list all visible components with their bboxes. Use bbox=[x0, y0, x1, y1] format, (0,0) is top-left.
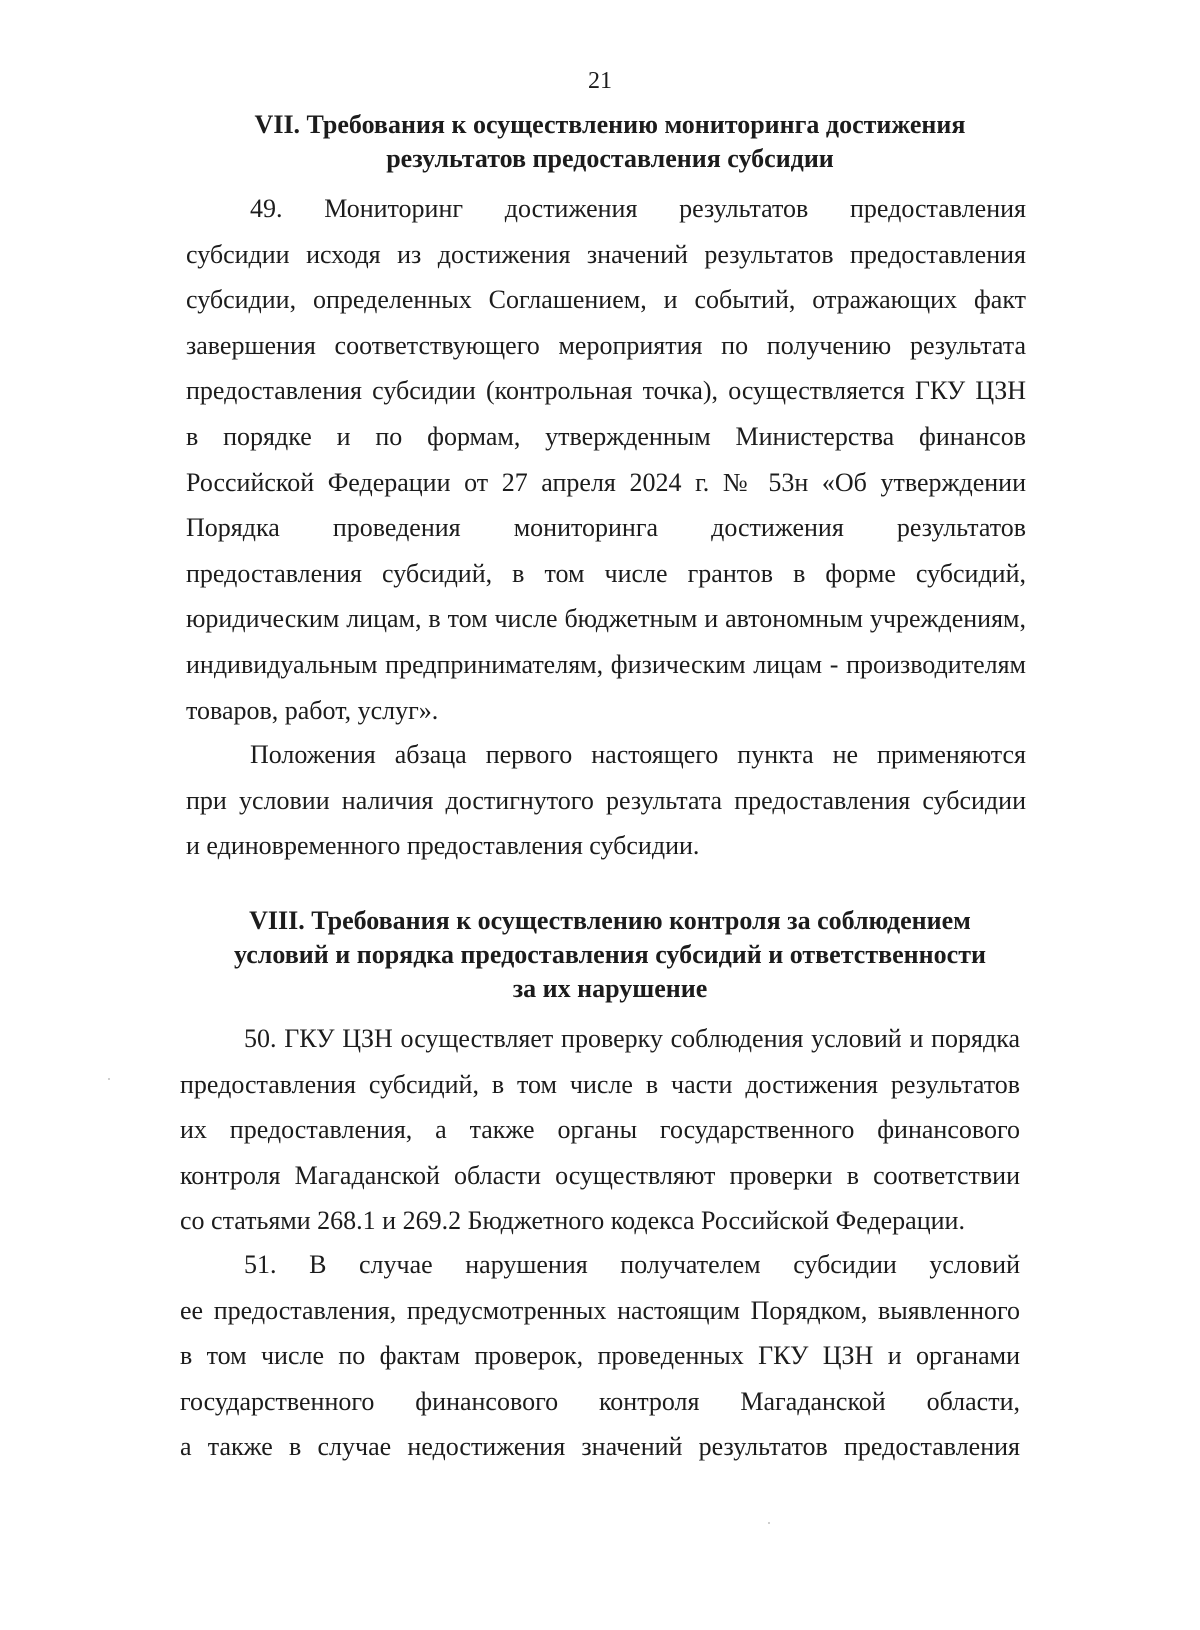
text-line: 50. ГКУ ЦЗН осуществляет проверку соблюдения условий и порядка bbox=[244, 1024, 1020, 1053]
text-line: 51. В случае нарушения получателем субсидии условий bbox=[244, 1250, 1020, 1279]
scan-speck bbox=[108, 1078, 110, 1080]
text-line: предоставления субсидий, в том числе грантов в форме субсидий, bbox=[186, 558, 1026, 588]
text-line: и единовременного предоставления субсидии. bbox=[186, 831, 700, 861]
paragraph-49 bbox=[186, 186, 1026, 733]
text-line: индивидуальным предпринимателям, физическим лицам - производителям bbox=[186, 649, 1026, 679]
text-line: товаров, работ, услуг». bbox=[186, 695, 439, 725]
text-line: Российской Федерации от 27 апреля 2024 г. № 53н «Об утверждении bbox=[186, 467, 1026, 497]
text-line: Положения абзаца первого настоящего пункта не применяются bbox=[250, 740, 1026, 769]
text-line: государственного финансового контроля Магаданской области, bbox=[180, 1386, 1020, 1416]
heading-line: за их нарушение bbox=[512, 974, 708, 1003]
text-line: контроля Магаданской области осуществляют проверки в соответствии bbox=[180, 1160, 1020, 1190]
text-line: при условии наличия достигнутого результата предоставления субсидии bbox=[186, 785, 1026, 815]
text-line: 49. Мониторинг достижения результатов предоставления bbox=[250, 194, 1026, 223]
text-line: предоставления субсидии (контрольная точка), осуществляется ГКУ ЦЗН bbox=[186, 376, 1026, 406]
text-line: в порядке и по формам, утвержденным Министерства финансов bbox=[186, 421, 1026, 451]
heading-line: условий и порядка предоставления субсидий и ответственности bbox=[234, 940, 986, 969]
text-line: завершения соответствующего мероприятия по получению результата bbox=[186, 330, 1026, 360]
page-number: 21 bbox=[588, 68, 612, 94]
text-line: со статьями 268.1 и 269.2 Бюджетного кодекса Российской Федерации. bbox=[180, 1206, 965, 1236]
text-line: ее предоставления, предусмотренных настоящим Порядком, выявленного bbox=[180, 1295, 1020, 1325]
text-line: юридическим лицам, в том числе бюджетным и автономным учреждениям, bbox=[186, 604, 1026, 634]
text-line: а также в случае недостижения значений результатов предоставления bbox=[180, 1432, 1020, 1462]
paragraph-51 bbox=[180, 1242, 1020, 1470]
text-line: субсидии исходя из достижения значений результатов предоставления bbox=[186, 239, 1026, 269]
text-line: Порядка проведения мониторинга достижения результатов bbox=[186, 513, 1026, 543]
paragraph-50 bbox=[180, 1016, 1020, 1244]
scan-speck bbox=[768, 1522, 770, 1524]
text-line: субсидии, определенных Соглашением, и событий, отражающих факт bbox=[186, 285, 1026, 315]
section-7-heading bbox=[180, 108, 1040, 176]
section-8-heading bbox=[180, 904, 1040, 1006]
heading-line: результатов предоставления субсидии bbox=[386, 144, 834, 173]
paragraph-49-abzac-2 bbox=[186, 732, 1026, 869]
text-line: в том числе по фактам проверок, проведенных ГКУ ЦЗН и органами bbox=[180, 1341, 1020, 1371]
text-line: предоставления субсидий, в том числе в части достижения результатов bbox=[180, 1069, 1020, 1099]
text-line: их предоставления, а также органы государственного финансового bbox=[180, 1115, 1020, 1145]
heading-line: VIII. Требования к осуществлению контроля за соблюдением bbox=[249, 906, 971, 935]
heading-line: VII. Требования к осуществлению мониторинга достижения bbox=[254, 110, 966, 139]
